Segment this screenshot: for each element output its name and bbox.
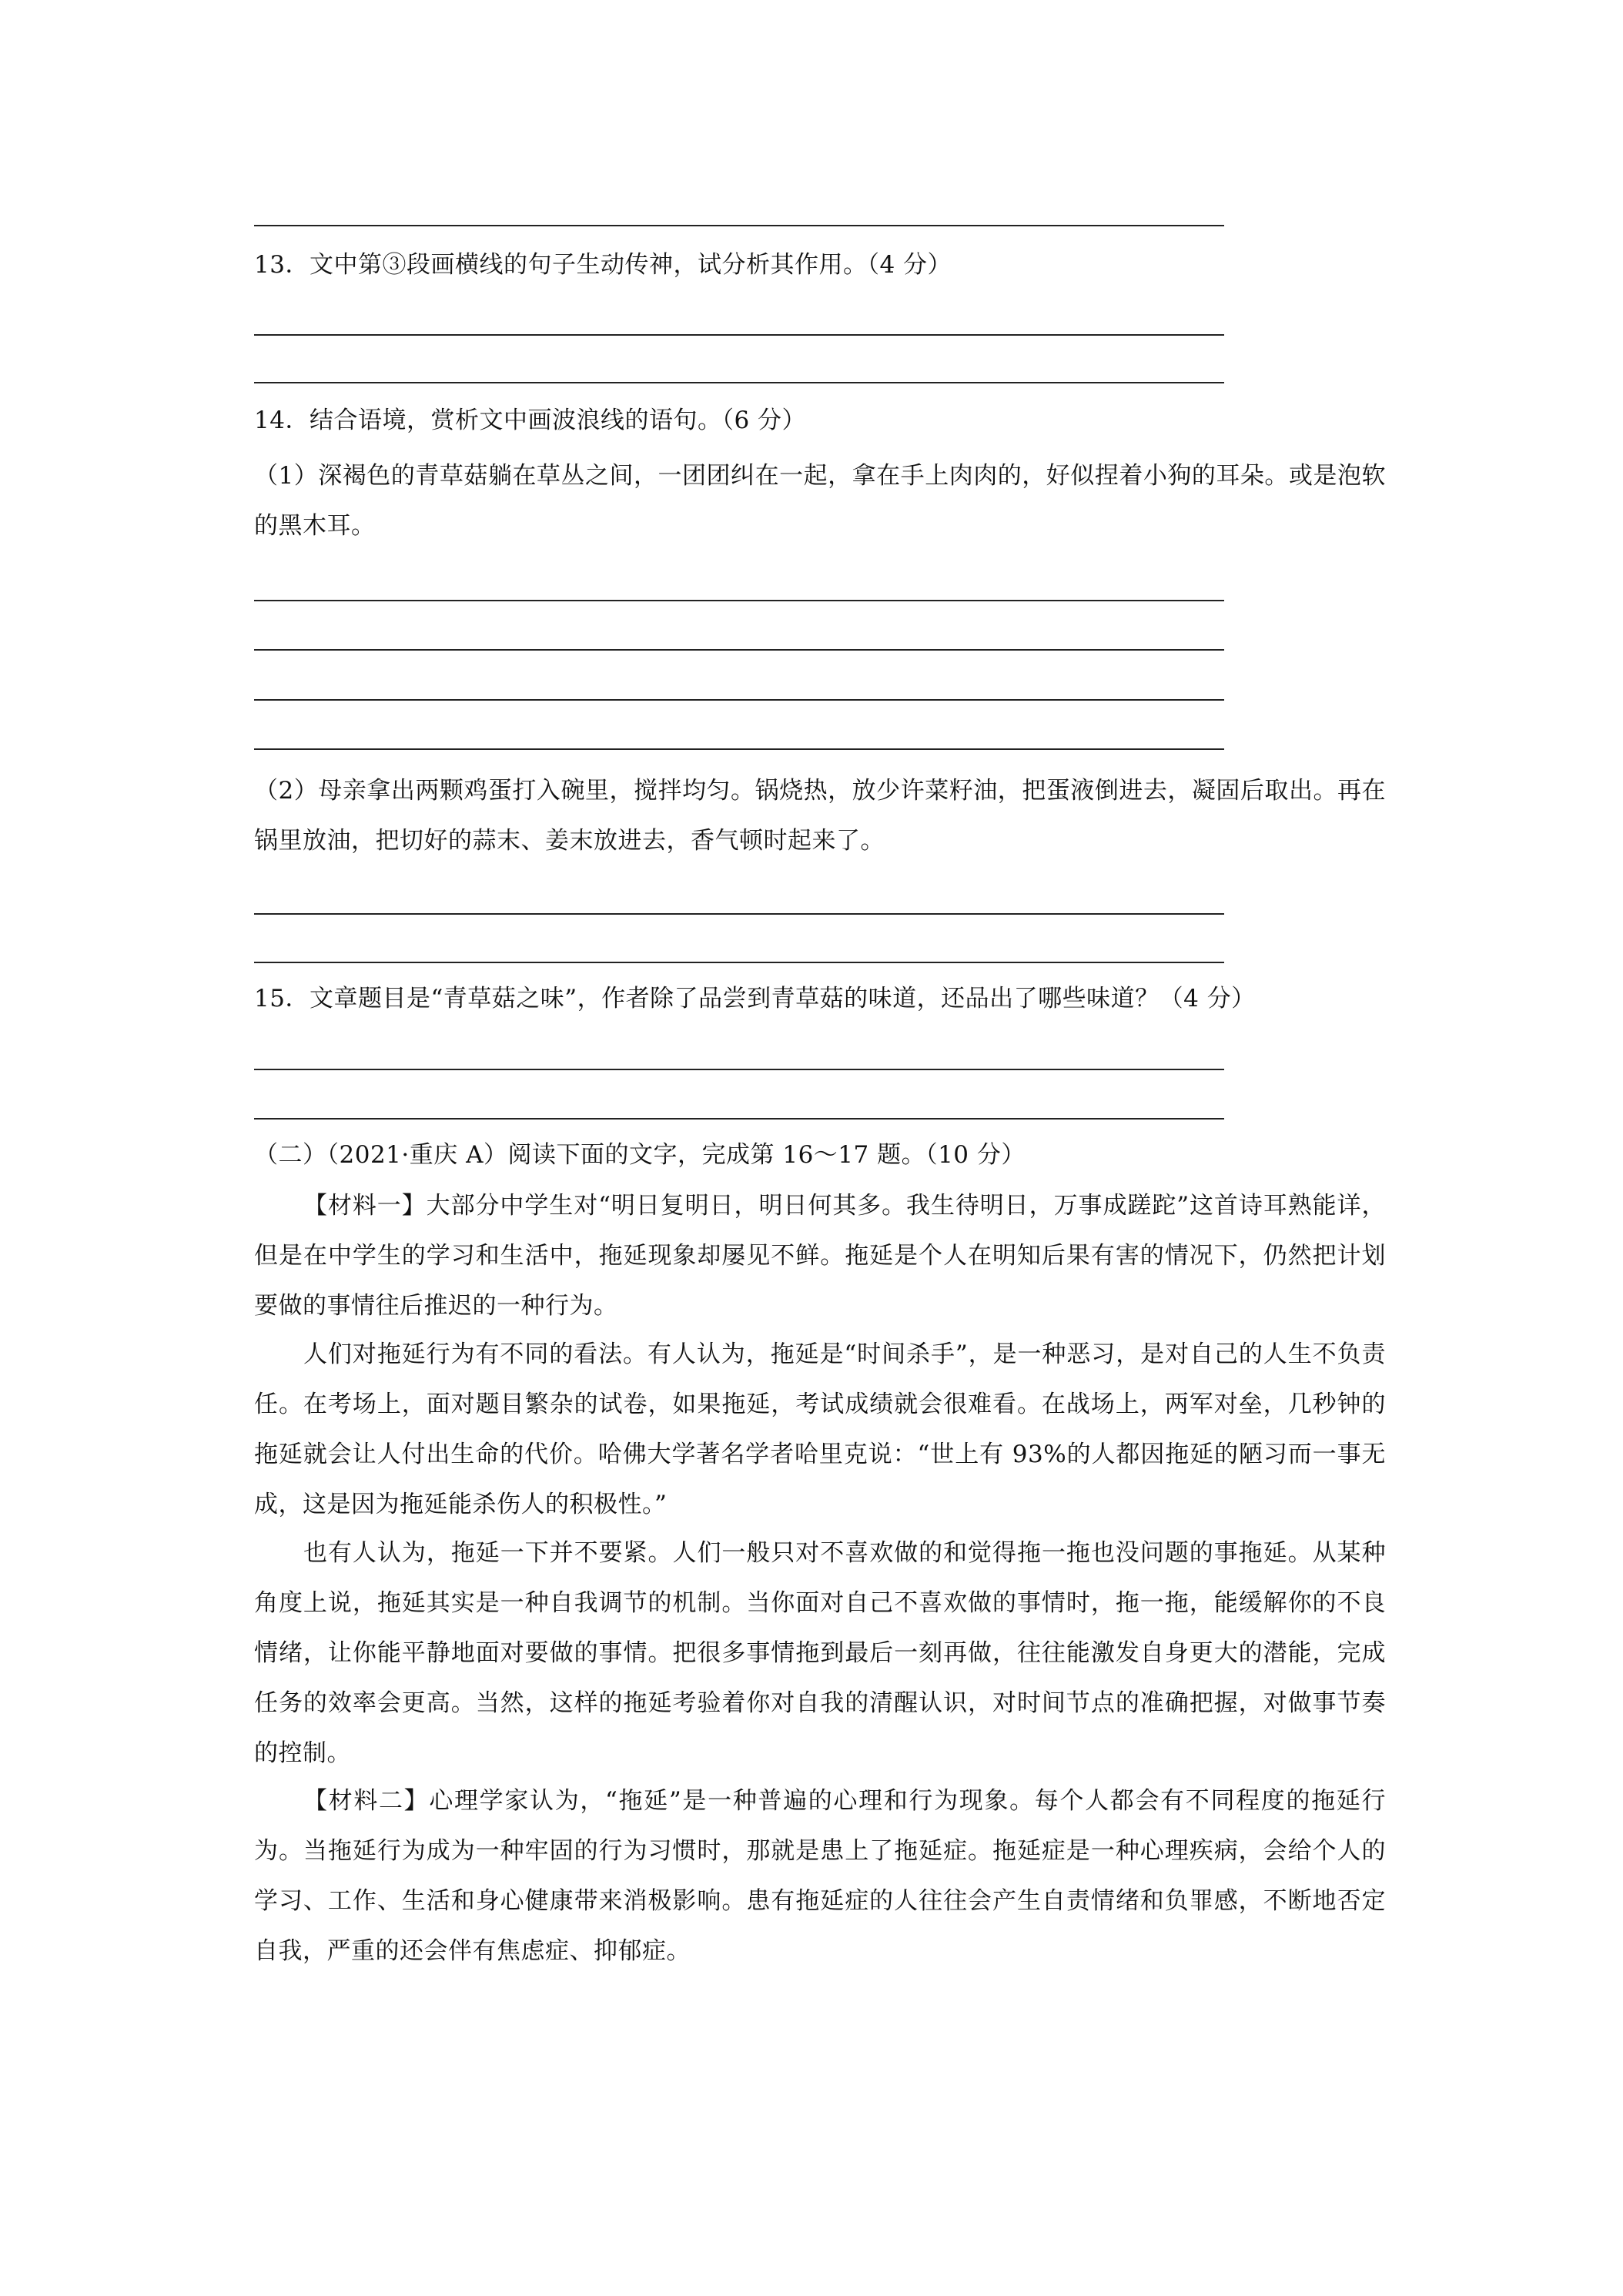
section-2-heading: （二）（2021·重庆 A）阅读下面的文字，完成第 16～17 题。（10 分） [254,1141,1026,1169]
question-15: 15．文章题目是“青草菇之味”，作者除了品尝到青草菇的味道，还品出了哪些味道？（4 分） [254,985,1256,1012]
question-14-sub-1: （1）深褐色的青草菇躺在草丛之间，一团团纠在一起，拿在手上肉肉的，好似捏着小狗的耳朵。或是泡软的黑木耳。 [254,462,1386,540]
answer-line[interactable] [254,962,1224,963]
question-14-sub-2: （2）母亲拿出两颗鸡蛋打入碗里，搅拌均匀。锅烧热，放少许菜籽油，把蛋液倒进去，凝固后取出。再在锅里放油，把切好的蒜末、姜末放进去，香气顿时起来了。 [254,777,1386,855]
answer-line[interactable] [254,699,1224,701]
material-1-paragraph-3: 也有人认为，拖延一下并不要紧。人们一般只对不喜欢做的和觉得拖一拖也没问题的事拖延。从某种角度上说，拖延其实是一种自我调节的机制。当你面对自己不喜欢做的事情时，拖一拖，能缓解你的不良情绪，让你能平静地面对要做的事情。把很多事情拖到最后一刻再做，往往能激发自身更大的潜能，完成任务的效率会更高。当然，这样的拖延考验着你对自我的清醒认识，对时间节点的准确把握，对做事节奏的控制。 [254,1539,1386,1767]
material-2-paragraph: 【材料二】心理学家认为，“拖延”是一种普遍的心理和行为现象。每个人都会有不同程度的拖延行为。当拖延行为成为一种牢固的行为习惯时，那就是患上了拖延症。拖延症是一种心理疾病，会给个人的学习、工作、生活和身心健康带来消极影响。患有拖延症的人往往会产生自责情绪和负罪感，不断地否定自我，严重的还会伴有焦虑症、抑郁症。 [254,1787,1386,1965]
answer-line[interactable] [254,748,1224,750]
question-14: 14．结合语境，赏析文中画波浪线的语句。（6 分） [254,407,807,434]
answer-line[interactable] [254,1069,1224,1070]
question-13: 13．文中第③段画横线的句子生动传神，试分析其作用。（4 分） [254,251,952,279]
answer-line[interactable] [254,334,1224,336]
answer-line[interactable] [254,913,1224,915]
material-1-paragraph-2: 人们对拖延行为有不同的看法。有人认为，拖延是“时间杀手”，是一种恶习，是对自己的人生不负责任。在考场上，面对题目繁杂的试卷，如果拖延，考试成绩就会很难看。在战场上，两军对垒，几秒钟的拖延就会让人付出生命的代价。哈佛大学著名学者哈里克说：“世上有 93%的人都因拖延的陋习而一事无成，这是因为拖延能杀伤人的积极性。” [254,1340,1386,1518]
answer-line[interactable] [254,225,1224,226]
material-1-paragraph: 【材料一】大部分中学生对“明日复明日，明日何其多。我生待明日，万事成蹉跎”这首诗耳熟能详，但是在中学生的学习和生活中，拖延现象却屡见不鲜。拖延是个人在明知后果有害的情况下，仍然把计划要做的事情往后推迟的一种行为。 [254,1192,1386,1320]
answer-line[interactable] [254,1118,1224,1120]
answer-line[interactable] [254,382,1224,383]
answer-line[interactable] [254,649,1224,651]
answer-line[interactable] [254,600,1224,601]
